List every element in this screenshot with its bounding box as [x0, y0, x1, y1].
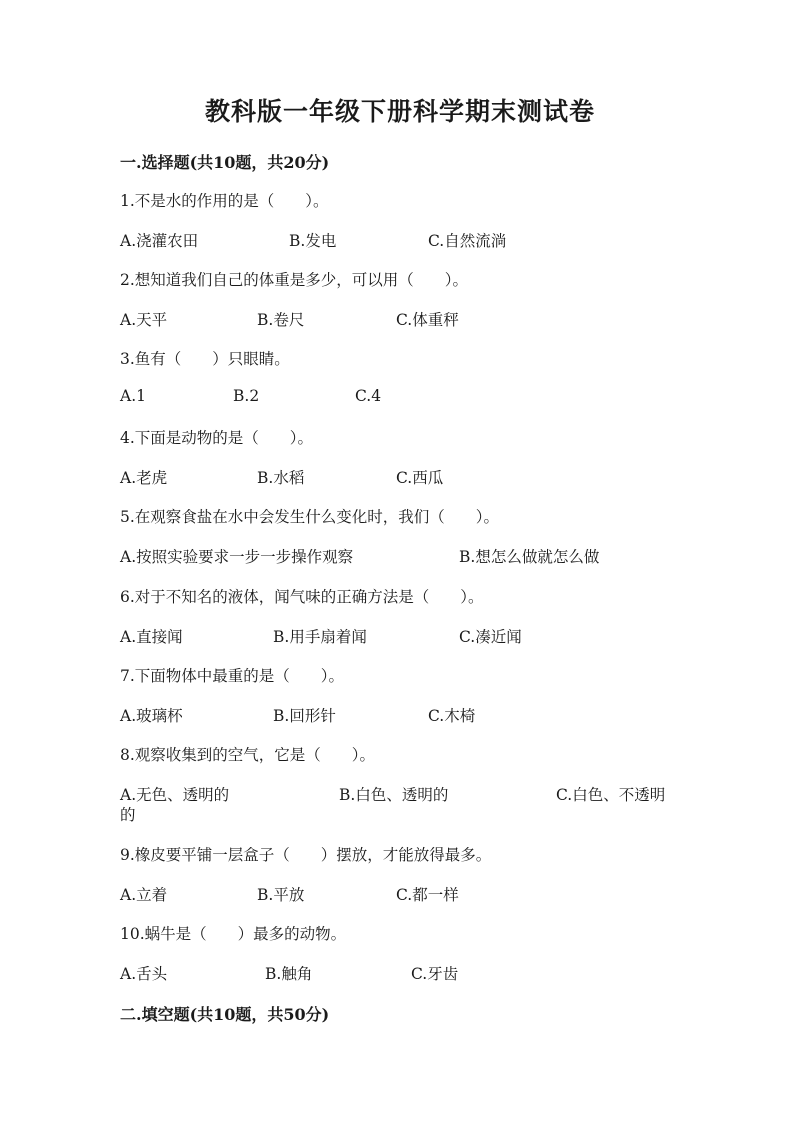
q5-option-a: A.按照实验要求一步一步操作观察	[120, 548, 354, 566]
q6-option-a: A.直接闻	[120, 628, 183, 646]
q7-option-a: A.玻璃杯	[120, 707, 183, 725]
question-10: 10.蜗牛是（ ）最多的动物。	[120, 925, 347, 943]
q1-option-a: A.浇灌农田	[120, 232, 199, 250]
q8-option-b: B.白色、透明的	[339, 786, 449, 804]
q7-option-c: C.木椅	[428, 707, 476, 725]
q2-option-c: C.体重秤	[396, 311, 459, 329]
q4-option-a: A.老虎	[120, 469, 168, 487]
q3-option-b: B.2	[233, 387, 260, 405]
q4-option-b: B.水稻	[257, 469, 305, 487]
q10-option-a: A.舌头	[120, 965, 168, 983]
q8-option-c: C.白色、不透明	[556, 786, 666, 804]
question-3: 3.鱼有（ ）只眼睛。	[120, 350, 290, 368]
question-1: 1.不是水的作用的是（ ）。	[120, 192, 329, 210]
q9-option-c: C.都一样	[396, 886, 459, 904]
question-7: 7.下面物体中最重的是（ ）。	[120, 667, 345, 685]
q10-option-b: B.触角	[265, 965, 313, 983]
q10-option-c: C.牙齿	[411, 965, 459, 983]
q6-option-b: B.用手扇着闻	[273, 628, 367, 646]
question-4: 4.下面是动物的是（ ）。	[120, 429, 314, 447]
q6-option-c: C.凑近闻	[459, 628, 522, 646]
q9-option-b: B.平放	[257, 886, 305, 904]
q1-option-c: C.自然流淌	[428, 232, 507, 250]
q3-option-a: A.1	[120, 387, 146, 405]
q7-option-b: B.回形针	[273, 707, 336, 725]
q1-option-b: B.发电	[289, 232, 337, 250]
question-5: 5.在观察食盐在水中会发生什么变化时，我们（ ）。	[120, 508, 500, 526]
question-9: 9.橡皮要平铺一层盒子（ ）摆放，才能放得最多。	[120, 846, 492, 864]
question-6: 6.对于不知名的液体，闻气味的正确方法是（ ）。	[120, 588, 484, 606]
page-title: 教科版一年级下册科学期末测试卷	[204, 97, 595, 126]
q2-option-b: B.卷尺	[257, 311, 305, 329]
q2-option-a: A.天平	[120, 311, 168, 329]
q8-option-a: A.无色、透明的	[120, 786, 230, 804]
q3-option-c: C.4	[355, 387, 382, 405]
question-8: 8.观察收集到的空气，它是（ ）。	[120, 746, 376, 764]
q9-option-a: A.立着	[120, 886, 168, 904]
question-2: 2.想知道我们自己的体重是多少，可以用（ ）。	[120, 271, 469, 289]
q5-option-b: B.想怎么做就怎么做	[459, 548, 600, 566]
q4-option-c: C.西瓜	[396, 469, 444, 487]
section-heading-choice: 一.选择题(共10题，共20分)	[120, 153, 330, 172]
section-heading-fill-blank: 二.填空题(共10题，共50分)	[120, 1005, 330, 1024]
q8-option-c-wrap: 的	[120, 806, 136, 824]
